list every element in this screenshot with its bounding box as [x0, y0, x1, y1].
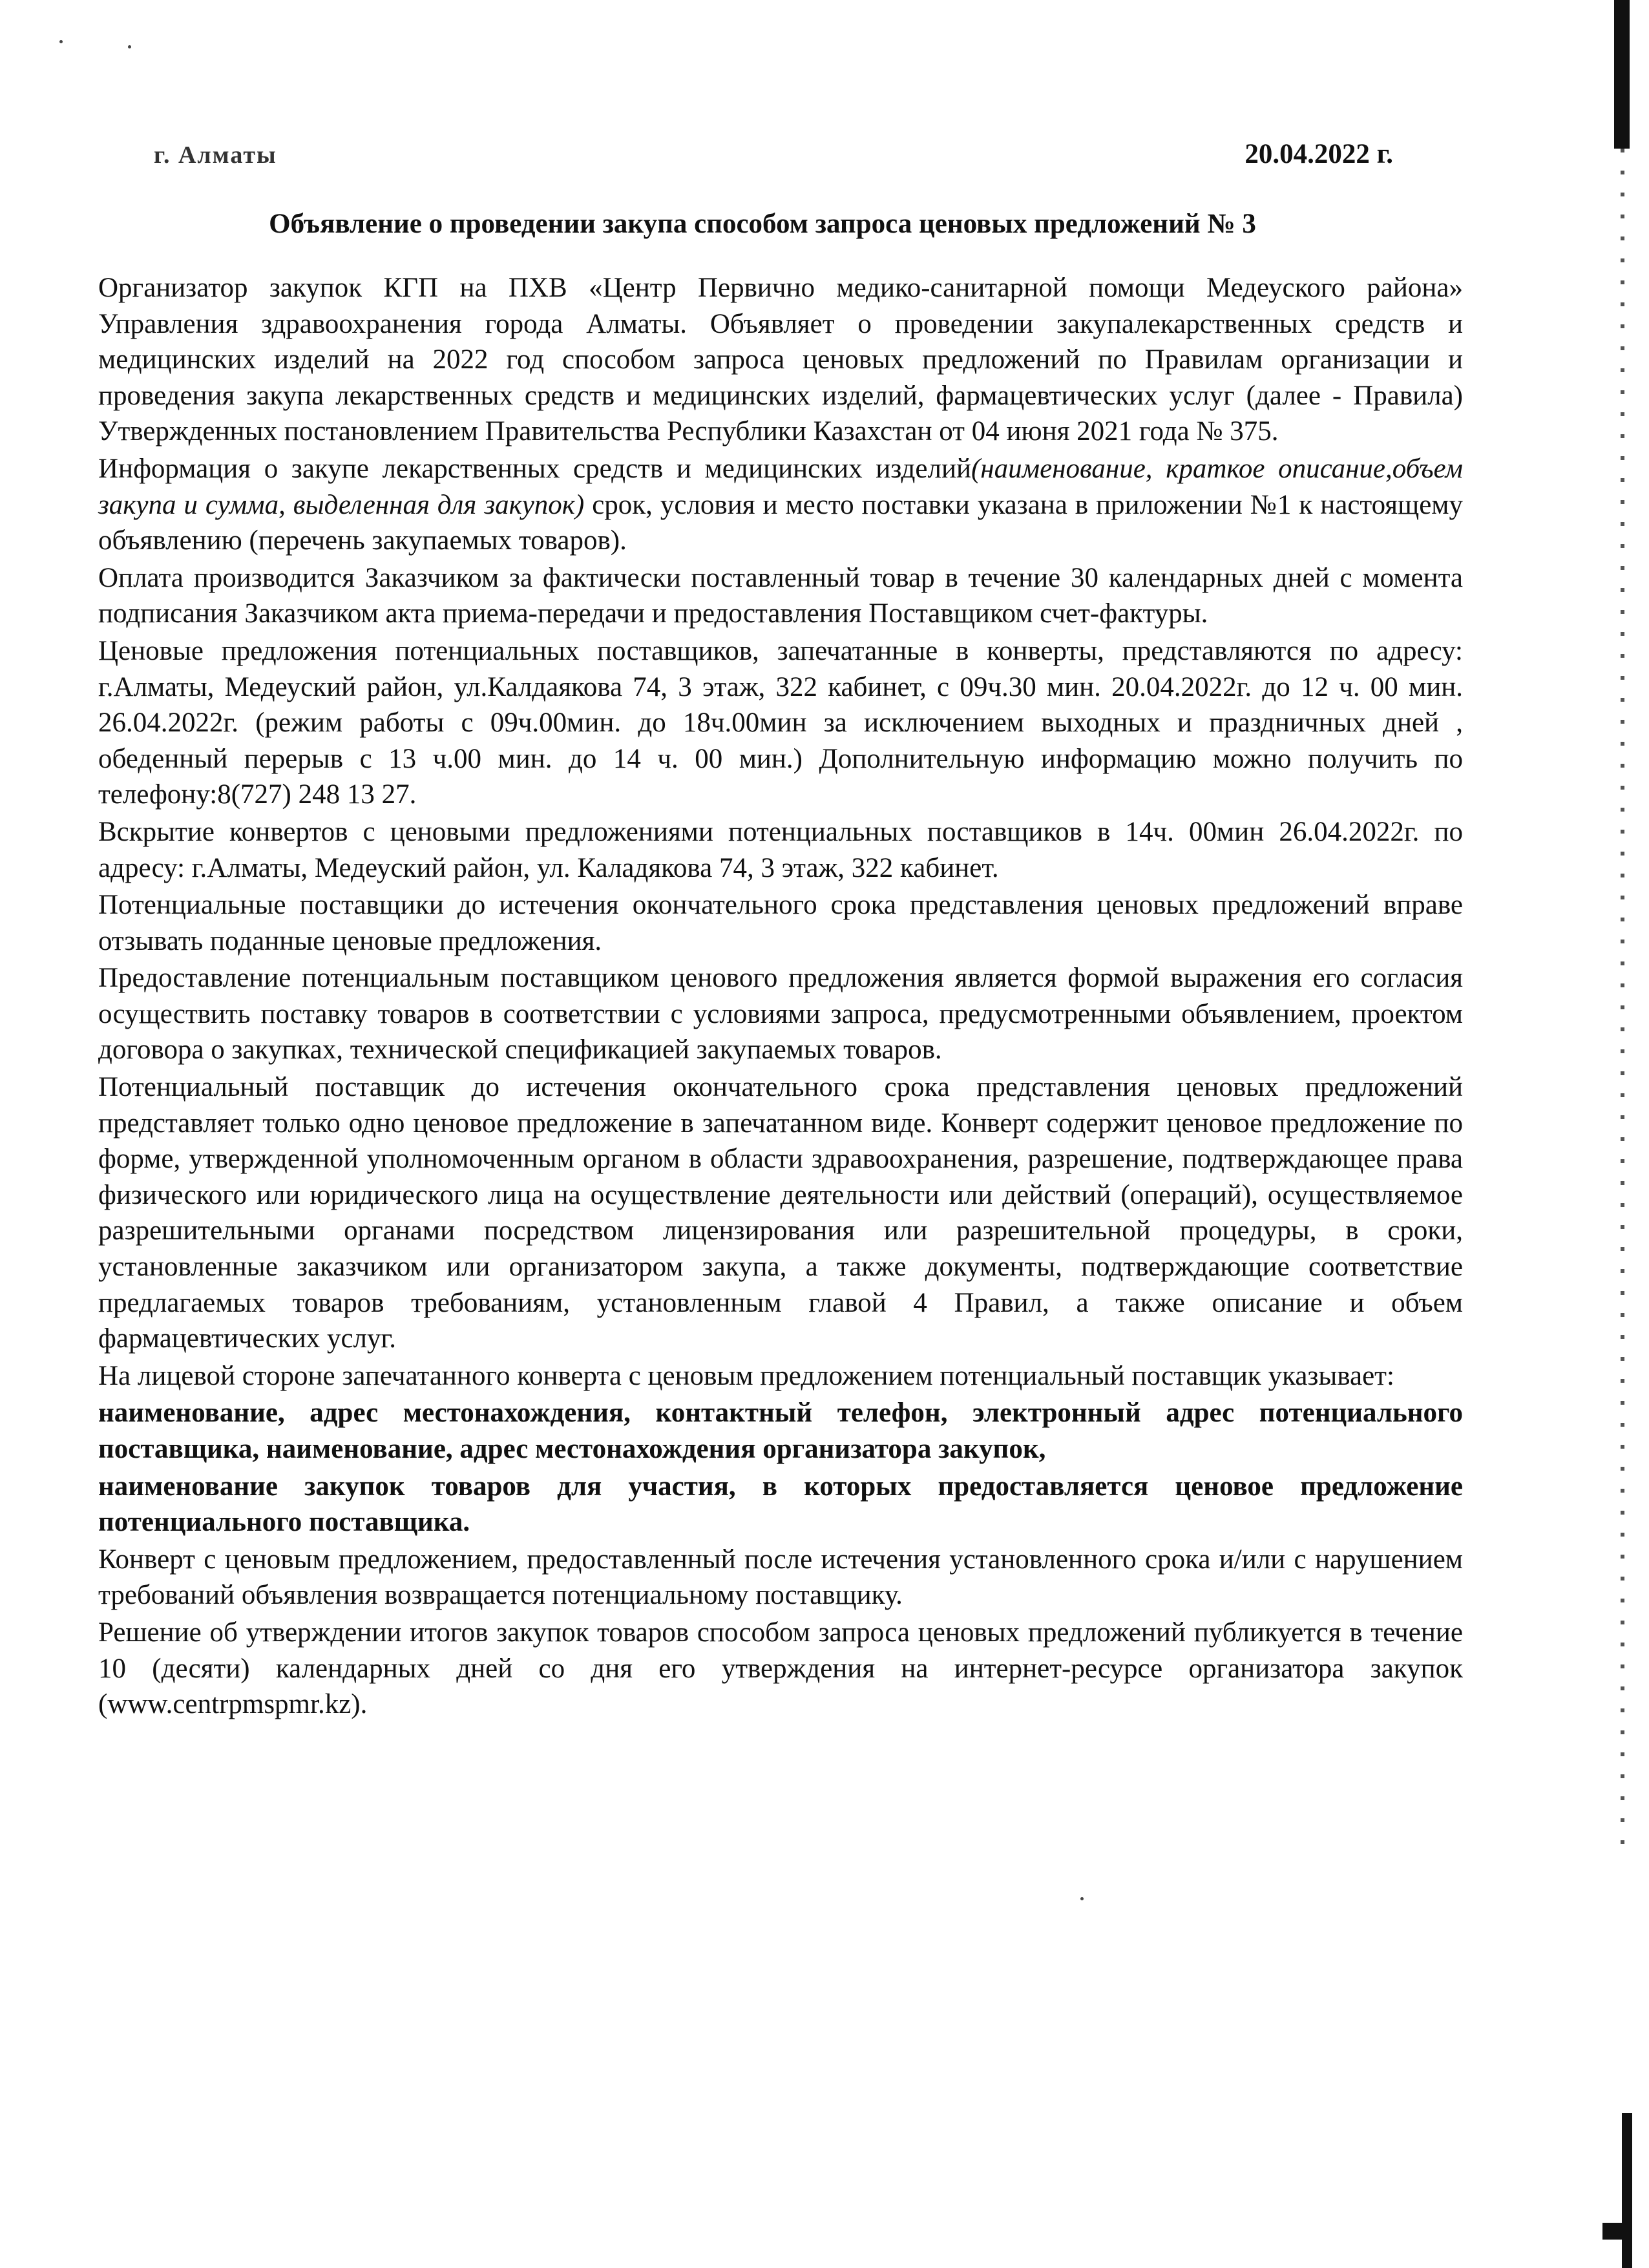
scan-speck — [59, 40, 63, 43]
scan-edge-artifact — [1621, 149, 1624, 1854]
document-title: Объявление о проведении закупа способом запроса ценовых предложений № 3 — [269, 209, 1256, 239]
paragraph-late-envelope: Конверт с ценовым предложением, предоставленный после истечения установленного срока и/или с нарушением требований объявления возвращается потенциальному поставщику. — [98, 1544, 1463, 1611]
scan-speck — [1080, 1897, 1084, 1900]
paragraph-information-end: срок, условия и место поставки указана в приложении №1 к настоящему объявлению (перечень закупаемых товаров). — [98, 489, 1463, 556]
paragraph-procurement-name: наименование закупок товаров для участия, в которых предоставляется ценовое предложение потенциального поставщика. — [98, 1471, 1463, 1538]
paragraph-payment: Оплата производится Заказчиком за фактически поставленный товар в течение 30 календарных дней с момента подписания Заказчиком акта приема-передачи и предоставления Поставщиком счет-фактуры. — [98, 562, 1463, 629]
scan-speck — [128, 45, 131, 48]
paragraph-submission-address: Ценовые предложения потенциальных поставщиков, запечатанные в конверты, представляются по адресу: г.Алматы, Медеуский район, ул.Калдаякова 74, 3 этаж, 322 кабинет, с 09ч.30 мин. 20.04.2022г. до 12 ч. 00 мин. 26.04.2022г. (режим работы с 09ч.00мин. до 18ч.00мин за исключением выходных и праздничных дней , обеденный перерыв с 13 ч.00 мин. до 14 ч. 00 мин.) Дополнительную информацию можно получить по телефону:8(727) 248 13 27. — [98, 635, 1463, 810]
header-city: г. Алматы — [154, 142, 277, 169]
document-body — [98, 270, 1463, 1724]
scan-edge-artifact — [1602, 2223, 1632, 2240]
paragraph-supplier-details: наименование, адрес местонахождения, контактный телефон, электронный адрес потенциального поставщика, наименование, адрес местонахождения организатора закупок, — [98, 1398, 1463, 1464]
header-date: 20.04.2022 г. — [1245, 139, 1393, 169]
paragraph-information — [98, 451, 1463, 559]
paragraph-information-italic: (наименование, краткое описание,объем закупа и сумма, выделенная для закупок) — [98, 453, 1464, 520]
paragraph-organizer: Организатор закупок КГП на ПХВ «Центр Первично медико-санитарной помощи Медеуского района» Управления здравоохранения города Алматы. Объявляет о проведении закупалекарственных средств и медицинских изделий на 2022 год способом запроса ценовых предложений по Правилам организации и проведения закупа лекарственных средств и медицинских изделий, фармацевтических услуг (далее - Правила) Утвержденных постановлением Правительства Республики Казахстан от 04 июня 2021 года № 375. — [98, 273, 1463, 447]
paragraph-consent: Предоставление потенциальным поставщиком ценового предложения является формой выражения его согласия осуществить поставку товаров в соответствии с условиями запроса, предусмотренными объявлением, проектом договора о закупках, технической спецификацией закупаемых товаров. — [98, 963, 1463, 1066]
paragraph-envelope-front: На лицевой стороне запечатанного конверта с ценовым предложением потенциальный поставщик указывает: — [98, 1360, 1394, 1391]
paragraph-results-publication: Решение об утверждении итогов закупок товаров способом запроса ценовых предложений публикуется в течение 10 (десяти) календарных дней со дня его утверждения на интернет-ресурсе организатора закупок (www.centrpmspmr.kz). — [98, 1617, 1463, 1720]
scan-edge-artifact — [1614, 0, 1630, 149]
paragraph-information-start: Информация о закупе лекарственных средств и медицинских изделий — [98, 453, 971, 484]
paragraph-opening: Вскрытие конвертов с ценовыми предложениями потенциальных поставщиков в 14ч. 00мин 26.04.2022г. по адресу: г.Алматы, Медеуский район, ул. Каладякова 74, 3 этаж, 322 кабинет. — [98, 816, 1463, 883]
paragraph-envelope-contents: Потенциальный поставщик до истечения окончательного срока представления ценовых предложений представляет только одно ценовое предложение в запечатанном виде. Конверт содержит ценовое предложение по форме, утвержденной уполномоченным органом в области здравоохранения, разрешение, подтверждающее права физического или юридического лица на осуществление деятельности или действий (операций), осуществляемое разрешительными органами посредством лицензирования или разрешительной процедуры, в сроки, установленные заказчиком или организатором закупа, а также документы, подтверждающие соответствие предлагаемых товаров требованиям, установленным главой 4 Правил, а также описание и объем фармацевтических услуг. — [98, 1072, 1463, 1354]
paragraph-withdrawal: Потенциальные поставщики до истечения окончательного срока представления ценовых предложений вправе отзывать поданные ценовые предложения. — [98, 890, 1463, 956]
scan-edge-artifact — [1608, 2113, 1632, 2268]
